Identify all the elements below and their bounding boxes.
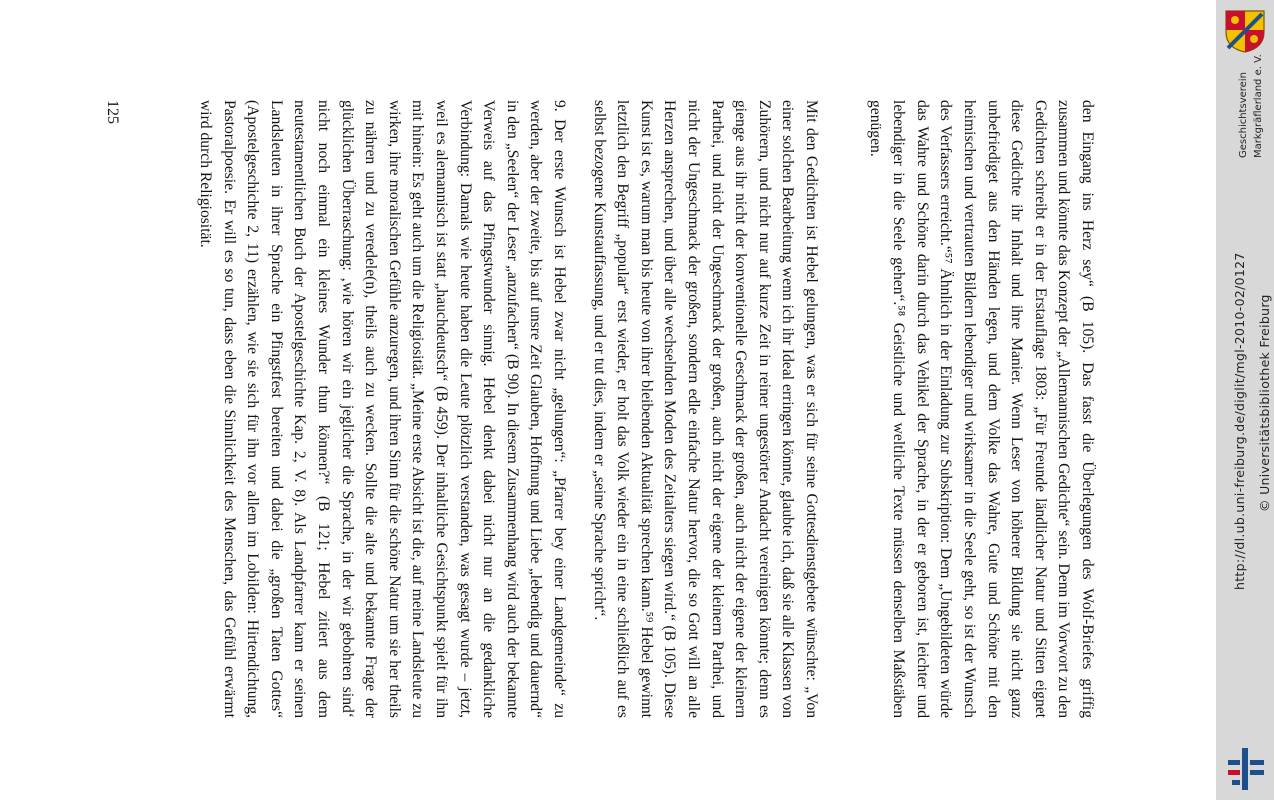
society-name-line1: Geschichtsverein — [1238, 72, 1249, 158]
paragraph-2: Mit den Gedichten ist Hebel gelungen, was er sich für seine Gottesdienstgebete wünschte: „Von einer solchen Bearbeitung wenn ich ihr Ideal erringen könnte, glaubte ich, daß sie alle Klassen von Zuhörern, und nicht nur auf kurze Zeit in reiner ungestörter Andacht vereinigen könnte; denn es gienge aus ihr nicht der konventionelle Geschmack der großen, auch nicht der eigene der kleinern Parthei, und nicht der Ungeschmack der großen, auch nicht der eigene der kleinern Parthei, und nicht der Ungeschmack der großen, sondern edle einfache Natur hervor, die so Gott will an alle Herzen ansprechen, und über alle wechselnden Moden des Zeitalters siegen wird.“ (B 105). Diese Kunst ist es, warum man bis heute von ihrer bleibenden Aktualität sprechen kann.⁵⁹ Hebel gewinnt letztlich den Begriff „popular“ erst wieder, er holt das Volk wieder ein in eine schließlich auf es selbst bezogene Kunstauffassung, und er tut dies, indem er „seine Sprache spricht“. — [590, 100, 820, 718]
copyright-notice: © Universitätsbibliothek Freiburg — [1257, 294, 1272, 512]
paragraph-3: 9. Der erste Wunsch ist Hebel zwar nicht „gelungen“: „Pfarrer bey einer Landgemeinde“ zu werden, aber der zweite, bis auf unsre Zeit Glauben, Hoffnung und Liebe „lebendig und dauernd“ in den „Seelen“ der Leser „anzufachen“ (B 90). In diesem Zusammenhang wird auch der bekannte Verweis auf das Pfingstwunder sinnig. Hebel denkt dabei nicht nur an die gedankliche Verbindung: Damals wie heute haben die Leute plötzlich verstanden, was gesagt wurde – jetzt, weil es alemannisch ist statt „hauchdeutsch“ (B 459). Der inhaltliche Gesichtspunkt spielt für ihn mit hinein: Es geht auch um die Religiosität. „Meine erste Absicht ist die, auf meine Landsleute zu wirken, ihre moralischen Gefühle anzuregen, und ihren Sinn für die schöne Natur um sie her theils zu nähren und zu veredele(n), theils auch zu wecken. Sollte die alte und bekannte Frage der glücklichen Überraschung: ‚wie hören wir ein jeglicher die Sprache, in der wir gebohren sind‘ nicht noch einmal ein kleines Wunder thun können?“ (B 121; Hebel zitiert aus dem neutestamentlichen Buch der Apostelgeschichte Kap. 2, V. 8). Als Landpfarrer kann er seinen Landsleuten in ihrer Sprache ein Pfingstfest bereiten und dabei die „großen Taten Gottes“ (Apostelgeschichte 2, 11) erzählen, wie sie sich für ihn vor allem im Lobilden: Hirtendichtung, Pastoralpoesie. Er will es so tun, dass eben die Sinnlichkeit des Menschen, das Gefühl erwärmt wird durch Religiosität. — [197, 100, 568, 718]
permalink-url[interactable]: http://dl.ub.uni-freiburg.de/diglit/mgl-2010-02/0127 — [1232, 252, 1247, 590]
paragraph-1: den Eingang ins Herz sey“ (B 105). Das fasst die Überlegungen des Wolf-Briefes griffig zusammen und könnte das Konzept der „Allemannischen Gedichte“ sein. Denn im Vorwort zu den Gedichten schreibt er in der Erstauflage 1803: „Für Freunde ländlicher Natur und Sitten eignet diese Gedichte ihr Inhalt und ihre Manier. Wenn Leser von höherer Bildung sie nicht ganz unbefriediget aus den Händen legen, und dem Volke das Wahre, Gute und Schöne mit den heimischen und vertrauten Bildern lebendiger und wirksamer in die Seele geht, so ist der Wunsch des Verfassers erreicht.“⁵⁷ Ähnlich in der Einladung zur Subskription: Dem „Ungebildeten würde das Wahre und Schöne darin durch das Vehikel der Sprache, in der er geboren ist, leichter und lebendiger in die Seele gehen“.⁵⁸ Geistliche und weltliche Texte müssen denselben Maßstäben genügen. — [866, 100, 1096, 718]
page-number: 125 — [104, 100, 121, 124]
society-name-line2: Markgräflerland e. V. — [1253, 54, 1264, 158]
rotated-text-block — [104, 100, 1111, 720]
coat-of-arms-icon — [1222, 8, 1268, 54]
university-library-logo-icon — [1222, 746, 1268, 792]
